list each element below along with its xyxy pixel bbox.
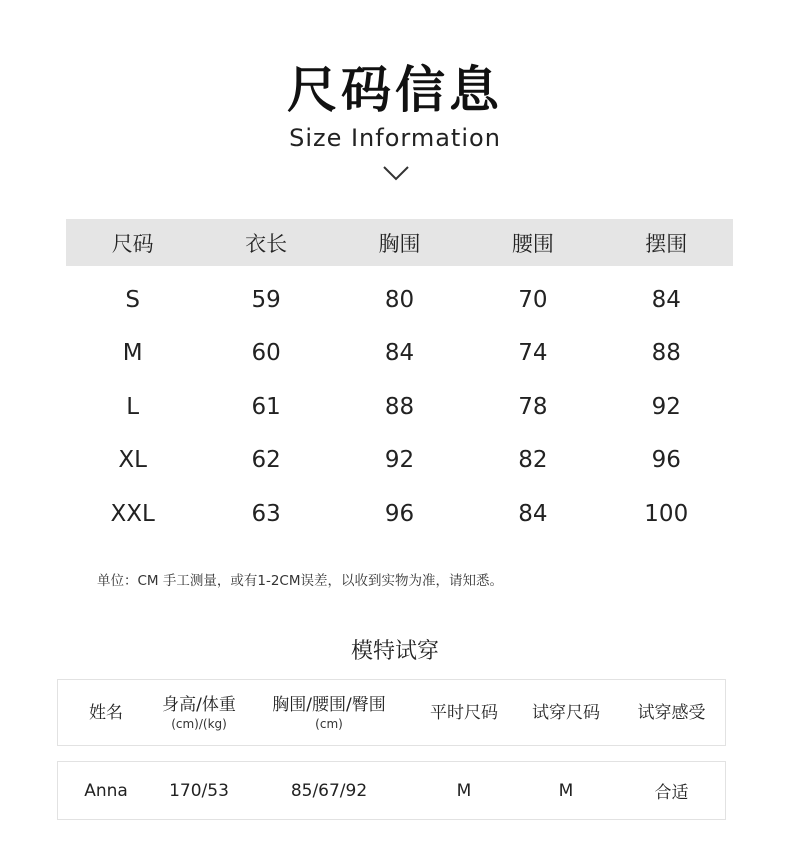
table-cell: 92 bbox=[651, 393, 681, 420]
table-cell: 80 bbox=[384, 286, 415, 313]
column-header-size: 尺码 bbox=[111, 231, 154, 256]
table-cell: S bbox=[125, 286, 140, 313]
measurement-note: 单位：CM 手工测量，或有1-2CM误差，以收到实物为准，请知悉。 bbox=[97, 573, 503, 589]
table-row bbox=[66, 273, 733, 327]
model-usual-size: M bbox=[456, 780, 472, 801]
table-row bbox=[66, 434, 733, 488]
column-header-hem: 摆围 bbox=[645, 231, 688, 256]
table-cell: 92 bbox=[384, 447, 415, 474]
model-header-usual-size bbox=[414, 702, 514, 724]
model-table-row bbox=[57, 761, 726, 820]
chevron-down-icon bbox=[382, 162, 410, 182]
page-subtitle: Size Information bbox=[289, 124, 501, 152]
model-section-title: 模特试穿 bbox=[350, 639, 439, 664]
table-cell: 63 bbox=[251, 500, 281, 527]
column-header-chest: 胸围 bbox=[378, 231, 421, 256]
model-header-tried-size bbox=[514, 702, 618, 724]
header-unit: (cm) bbox=[315, 716, 343, 731]
table-cell: 60 bbox=[251, 340, 281, 367]
table-cell: 96 bbox=[384, 500, 415, 527]
model-measurements: 85/67/92 bbox=[290, 780, 368, 801]
table-cell: 78 bbox=[518, 393, 548, 420]
size-table-body bbox=[66, 266, 733, 541]
table-cell: 59 bbox=[251, 286, 281, 313]
model-header-fit-feeling bbox=[618, 702, 725, 724]
column-header-waist: 腰围 bbox=[511, 231, 554, 256]
model-height-weight: 170/53 bbox=[169, 780, 229, 801]
table-cell: 96 bbox=[651, 447, 681, 474]
table-row bbox=[66, 380, 733, 434]
table-cell: XXL bbox=[110, 500, 155, 527]
header-label: 身高/体重 bbox=[162, 694, 236, 715]
table-cell: 74 bbox=[518, 340, 548, 367]
table-cell: 88 bbox=[384, 393, 415, 420]
column-header-length: 衣长 bbox=[245, 231, 288, 256]
header-label: 平时尺码 bbox=[430, 702, 498, 723]
table-cell: 84 bbox=[518, 500, 548, 527]
table-row bbox=[66, 327, 733, 381]
table-cell: XL bbox=[118, 447, 147, 474]
table-row bbox=[66, 487, 733, 541]
table-cell: 61 bbox=[251, 393, 281, 420]
model-fit-feeling: 合适 bbox=[654, 783, 689, 803]
table-cell: M bbox=[122, 340, 143, 367]
table-cell: 82 bbox=[518, 447, 548, 474]
table-cell: 100 bbox=[644, 500, 689, 527]
header-label: 试穿感受 bbox=[637, 702, 706, 723]
model-name: Anna bbox=[84, 780, 128, 801]
table-cell: 84 bbox=[384, 340, 415, 367]
table-cell: L bbox=[126, 393, 140, 420]
model-table-header bbox=[57, 679, 726, 746]
table-cell: 88 bbox=[651, 340, 681, 367]
header-label: 胸围/腰围/臀围 bbox=[272, 694, 386, 715]
model-tried-size: M bbox=[558, 780, 574, 801]
page-title: 尺码信息 bbox=[287, 61, 503, 119]
header-unit: (cm)/(kg) bbox=[171, 716, 227, 731]
model-header-measurements bbox=[244, 694, 414, 732]
table-cell: 84 bbox=[651, 286, 681, 313]
size-table-header bbox=[66, 219, 733, 266]
table-cell: 62 bbox=[251, 447, 281, 474]
size-table bbox=[66, 219, 733, 541]
model-header-name bbox=[58, 702, 154, 724]
model-header-height-weight bbox=[154, 694, 244, 732]
header-label: 试穿尺码 bbox=[532, 702, 600, 723]
header-label: 姓名 bbox=[89, 702, 123, 723]
table-cell: 70 bbox=[518, 286, 548, 313]
